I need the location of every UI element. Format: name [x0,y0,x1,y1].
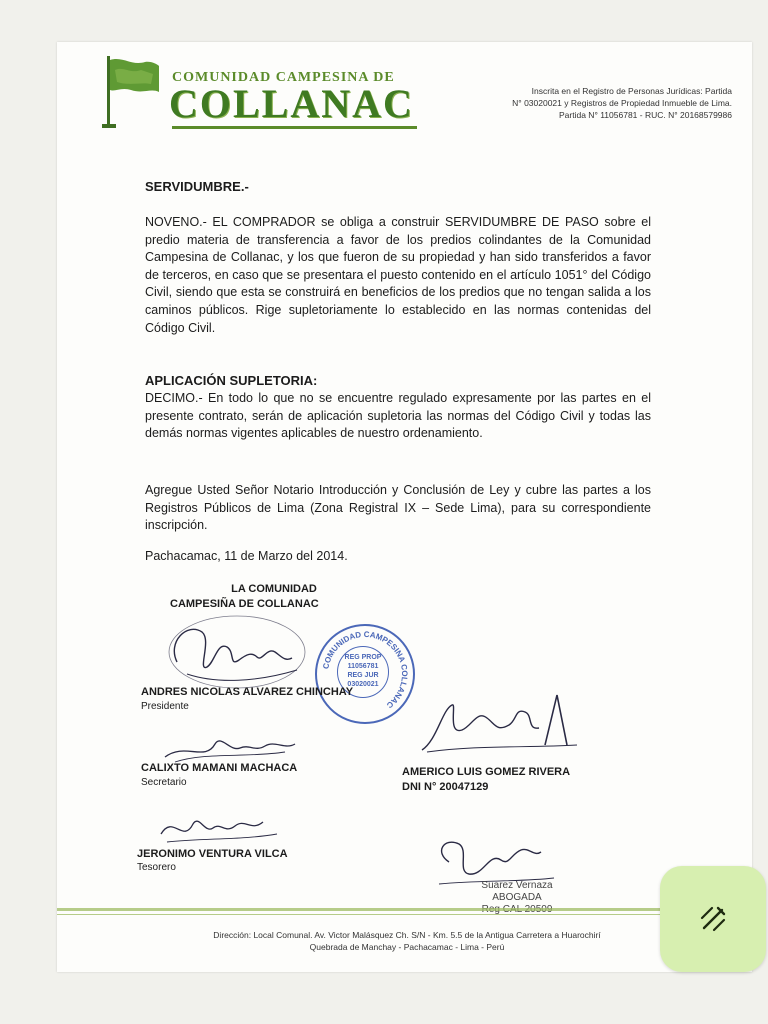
heading-servidumbre: SERVIDUMBRE.- [145,179,249,194]
secretary-name: CALIXTO MAMANI MACHACA [141,762,298,774]
svg-text:COMUNIDAD CAMPESINA COLLANAC: COMUNIDAD CAMPESINA COLLANAC [321,629,410,710]
logo-underline [172,126,417,129]
document-page [57,42,752,972]
entity-name-line2: CAMPESIÑA DE COLLANAC [170,598,319,610]
edit-fab-button[interactable] [660,866,766,972]
president-signature [157,612,307,692]
buyer-dni: DNI N° 20047129 [402,781,489,793]
flag-logo-icon [101,52,163,132]
registry-info: Inscrita en el Registro de Personas Jurídicas: Partida N° 03020021 y Registros de Propiedad Inmueble de Lima. Partida N° 11056781 - RUC. N° 20168579986 [512,86,732,120]
buyer-name: AMERICO LUIS GOMEZ RIVERA [402,766,571,778]
edit-pen-icon [698,904,728,934]
logo-subtitle: COMUNIDAD CAMPESINA DE [172,70,395,85]
footer-address: Dirección: Local Comunal. Av. Victor Malásquez Ch. S/N - Km. 5.5 de la Antigua Carretera a Huarochirí Quebrada de Manchay - Pachacamac - Lima - Perú [213,930,601,952]
entity-name: LA COMUNIDAD [231,583,317,595]
treasurer-role: Tesorero [137,862,176,873]
place-date: Pachacamac, 11 de Marzo del 2014. [145,549,348,563]
secretary-role: Secretario [141,777,187,788]
president-role: Presidente [141,701,189,712]
logo-title: COLLANAC [169,81,414,126]
treasurer-signature [153,804,283,852]
stamp-center: REG PROP 11056781 REG JUR 03020021 [337,646,389,698]
treasurer-name: JERONIMO VENTURA VILCA [137,848,288,860]
president-name: ANDRES NICOLAS ALVAREZ CHINCHAY [141,686,354,698]
lawyer-stamp: Suarez Vernaza ABOGADA [481,880,553,903]
clause-decimo: DECIMO.- En todo lo que no se encuentre regulado expresamente por las partes en el presente contrato, serán de aplicación supletoria las normas del Código Civil y todas las demás normas vigentes aplicables de nuestro ordenamiento. [145,391,651,441]
footer-rule [57,908,752,911]
clause-noveno: NOVENO.- EL COMPRADOR se obliga a construir SERVIDUMBRE DE PASO sobre el predio materia de transferencia a favor de los predios colindantes de la Comunidad Campesina de Collanac, y los que fueron de su propiedad y han sido transferidos a favor de terceros, en caso que se presentara el puesto contenido en el artículo 1051° del Código Civil, siendo que esta se construirá en beneficios de los predios que no tengan salida a los caminos públicos. Rige supletoriamente lo establecido en las normas contenidas del Código Civil. [145,215,651,335]
buyer-signature [417,690,582,760]
footer-rule-thin [57,914,752,915]
community-stamp [315,624,415,724]
heading-aplicacion: APLICACIÓN SUPLETORIA: [145,373,318,388]
paragraph-agregue: Agregue Usted Señor Notario Introducción y Conclusión de Ley y cubre las partes a los Registros Públicos de Lima (Zona Registral IX – Sede Lima), para su correspondiente inscripción. [145,483,651,533]
